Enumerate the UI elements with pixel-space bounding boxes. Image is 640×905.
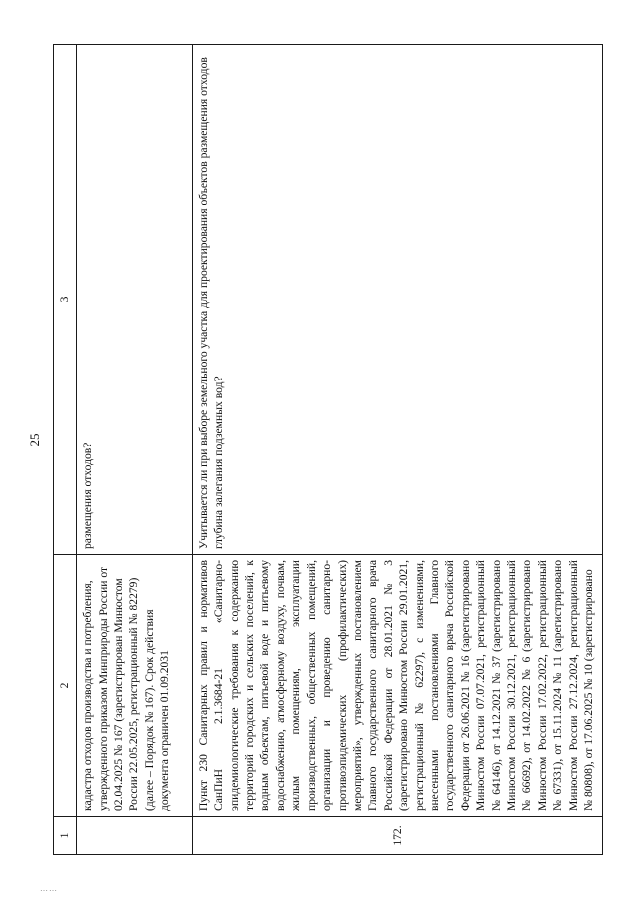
row-number: 172. [192,817,602,855]
table-row [192,45,602,855]
table-header-row [54,45,77,855]
requirement-cell: кадастра отходов производства и потребления, утвержденного приказом Минприроды России от 02.04.2025 № 167 (зарегистрирован Минюстом России 22.05.2025, регистрационный № 82279) (далее – Порядок № 167). Срок действия документа ограничен 01.09.2031 [77,555,193,817]
column-header-number: 1 [54,817,77,855]
rotated-page-content [53,45,603,855]
requirement-cell: Пункт 230 Санитарных правил и нормативов СанПиН 2.1.3684-21 «Санитарно-эпидемиологические требования к содержанию территорий городских и сельских поселений, к водным объектам, питьевой воде и питьевому водоснабжению, атмосферному воздуху, почвам, жилым помещениям, эксплуатации производственных, общественных помещений, организации и проведению санитарно-противоэпидемических (профилактических) мероприятий», утвержденных постановлением Главного государственного санитарного врача Российской Федерации от 28.01.2021 № 3 (зарегистрировано Минюстом России 29.01.2021, регистрационный № 62297), с изменениями, внесенными постановлениями Главного государственного санитарного врача Российской Федерации от 26.06.2021 № 16 (зарегистрировано Минюстом России 07.07.2021, регистрационный № 64146), от 14.12.2021 № 37 (зарегистрировано Минюстом России 30.12.2021, регистрационный № 66692), от 14.02.2022 № 6 (зарегистрировано Минюстом России 17.02.2022, регистрационный № 67331), от 15.11.2024 № 11 (зарегистрировано Минюстом России 27.12.2024, регистрационный № 80808), от 17.06.2025 № 10 (зарегистрировано [192,555,602,817]
scan-artifact-dots: …… [40,884,58,893]
page-number: 25 [27,433,42,447]
question-cell: Учитывается ли при выборе земельного участка для проектирования объектов размещения отходов глубина залегания подземных вод? [192,45,602,555]
column-header-question: 3 [54,45,77,555]
question-cell: размещения отходов? [77,45,193,555]
row-number [77,817,193,855]
requirements-table [53,44,603,855]
table-row [77,45,193,855]
column-header-requirement: 2 [54,555,77,817]
